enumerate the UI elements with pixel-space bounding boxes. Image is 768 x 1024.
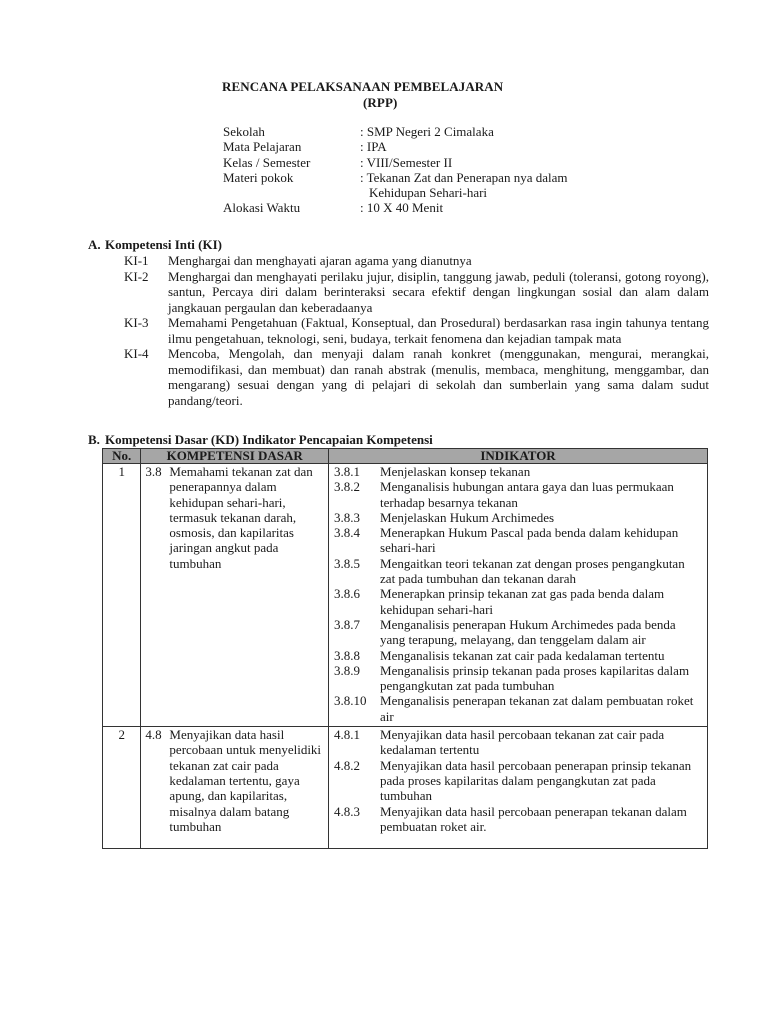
row-number: 2 (103, 727, 141, 849)
indikator-cell (329, 727, 708, 849)
indikator-code: 3.8.8 (334, 647, 361, 663)
indikator-item (334, 727, 703, 758)
indikator-code: 4.8.3 (334, 803, 361, 819)
section-b-heading (88, 432, 433, 448)
indikator-text: Mengaitkan teori tekanan zat dengan proses pengangkutan zat pada tumbuhan dan tekanan darah (380, 555, 685, 587)
indikator-code: 3.8.4 (334, 525, 361, 541)
section-letter: B. (88, 432, 100, 447)
indikator-text: Menjelaskan konsep tekanan (380, 464, 531, 479)
identity-block (223, 124, 620, 216)
kd-code: 4.8 (145, 727, 162, 743)
kd-text: Memahami tekanan zat dan penerapannya dalam kehidupan sehari-hari, termasuk tekanan darah, osmosis, dan kapilaritas jaringan angkut pada tumbuhan (169, 464, 313, 571)
ki-item (124, 269, 709, 316)
indikator-item (334, 693, 703, 724)
indikator-text: Menyajikan data hasil percobaan tekanan zat cair pada kedalaman tertentu (380, 727, 665, 758)
indikator-text: Menyajikan data hasil percobaan penerapan tekanan dalam pembuatan roket air. (380, 803, 687, 834)
kd-code: 3.8 (145, 464, 162, 479)
ki-item (124, 253, 709, 269)
meta-row-materi-pokok (223, 170, 620, 201)
indikator-cell (329, 464, 708, 727)
indikator-text: Menganalisis penerapan Hukum Archimedes pada benda yang terapung, melayang, dan tenggelam dalam air (380, 616, 676, 648)
indikator-code: 3.8.2 (334, 479, 361, 495)
indikator-code: 3.8.3 (334, 509, 361, 525)
ki-code: KI-2 (124, 268, 149, 284)
indikator-code: 3.8.1 (334, 464, 361, 479)
meta-value (360, 170, 620, 201)
ki-text: Menghargai dan menghayati perilaku jujur, disiplin, tanggung jawab, peduli (toleransi, gotong royong), santun, Percaya diri dalam berinteraksi secara efektif dengan lingkungan sosial dan alam dalam jangkauan pergaulan dan keberadaanya (168, 268, 709, 315)
meta-label: Sekolah (223, 124, 265, 139)
indikator-item (334, 464, 703, 479)
meta-row-sekolah (223, 124, 620, 139)
indikator-item (334, 758, 703, 804)
section-title: Kompetensi Dasar (KD) Indikator Pencapaian Kompetensi (105, 432, 433, 447)
ki-text: Mencoba, Mengolah, dan menyaji dalam ranah konkret (menggunakan, mengurai, merangkai, memodifikasi, dan membuat) dan ranah abstrak (menulis, membaca, menghitung, menggambar, dan mengarang) sesuai dengan yang di pelajari di sekolah dan sumberlain yang sama dalam sudut pandang/teori. (168, 346, 709, 408)
ki-item (124, 346, 709, 408)
title-line-1: RENCANA PELAKSANAAN PEMBELAJARAN (222, 79, 504, 94)
indikator-item (334, 556, 703, 587)
meta-row-alokasi-waktu (223, 200, 620, 215)
indikator-item (334, 479, 703, 510)
indikator-item (334, 804, 703, 835)
kd-cell (141, 464, 329, 727)
kd-text: Menyajikan data hasil percobaan untuk menyelidiki tekanan zat cair pada kedalaman tertentu, gaya apung, dan kapilaritas, misalnya dalam batang tumbuhan (169, 727, 322, 834)
section-letter: A. (88, 237, 101, 252)
indikator-code: 3.8.10 (334, 693, 367, 709)
indikator-item (334, 663, 703, 694)
indikator-item (334, 586, 703, 617)
indikator-code: 3.8.5 (334, 555, 361, 571)
indikator-text: Menerapkan Hukum Pascal pada benda dalam kehidupan sehari-hari (380, 525, 679, 556)
indikator-code: 3.8.9 (334, 662, 361, 678)
indikator-text: Menganalisis hubungan antara gaya dan luas permukaan terhadap besarnya tekanan (380, 479, 674, 510)
header-kompetensi-dasar: KOMPETENSI DASAR (141, 449, 329, 464)
kd-indikator-table (102, 448, 708, 849)
section-title: Kompetensi Inti (KI) (105, 237, 222, 252)
meta-label: Kelas / Semester (223, 154, 311, 170)
indikator-code: 4.8.2 (334, 757, 361, 773)
title-line-2: (RPP) (363, 95, 398, 110)
table-header-row (103, 449, 708, 464)
indikator-item (334, 617, 703, 648)
meta-row-kelas-semester (223, 155, 620, 170)
ki-code: KI-3 (124, 315, 149, 330)
meta-value: : IPA (360, 139, 387, 155)
indikator-code: 3.8.7 (334, 616, 361, 632)
indikator-text: Menganalisis tekanan zat cair pada kedalaman tertentu (380, 647, 665, 663)
indikator-text: Menerapkan prinsip tekanan zat gas pada benda dalam kehidupan sehari-hari (380, 586, 665, 617)
section-a-heading (88, 237, 222, 253)
meta-label: Alokasi Waktu (223, 200, 301, 216)
meta-label: Mata Pelajaran (223, 139, 302, 155)
meta-value: : VIII/Semester II (360, 154, 453, 170)
indikator-item (334, 648, 703, 663)
header-no: No. (103, 449, 141, 464)
indikator-code: 4.8.1 (334, 727, 361, 743)
meta-label: Materi pokok (223, 169, 294, 185)
ki-text: Memahami Pengetahuan (Faktual, Konseptual, dan Prosedural) berdasarkan rasa ingin tahunya tentang ilmu pengetahuan, teknologi, seni, budaya, terkait fenomena dan kejadian tampak mata (168, 315, 709, 346)
indikator-text: Menganalisis penerapan tekanan zat dalam pembuatan roket air (380, 693, 694, 724)
indikator-text: Menganalisis prinsip tekanan pada proses kapilaritas dalam pengangkutan zat pada tumbuhan (380, 662, 690, 694)
kd-cell (141, 727, 329, 849)
ki-item (124, 315, 709, 346)
header-indikator: INDIKATOR (329, 449, 708, 464)
ki-list (124, 253, 709, 408)
indikator-item (334, 525, 703, 556)
indikator-item (334, 510, 703, 525)
indikator-text: Menyajikan data hasil percobaan penerapan prinsip tekanan pada proses kapilaritas dalam pengangkutan zat pada tumbuhan (380, 757, 692, 804)
indikator-code: 3.8.6 (334, 586, 361, 602)
meta-row-mata-pelajaran (223, 139, 620, 154)
table-row (103, 727, 708, 849)
meta-value: : SMP Negeri 2 Cimalaka (360, 124, 494, 139)
indikator-text: Menjelaskan Hukum Archimedes (380, 509, 555, 525)
ki-code: KI-1 (124, 253, 149, 268)
meta-value: : 10 X 40 Menit (360, 200, 444, 216)
meta-value-line1: : Tekanan Zat dan Penerapan nya dalam (360, 169, 568, 185)
row-number: 1 (103, 464, 141, 727)
ki-text: Menghargai dan menghayati ajaran agama yang dianutnya (168, 253, 472, 268)
table-row (103, 464, 708, 727)
meta-value-line2: Kehidupan Sehari-hari (369, 185, 488, 201)
ki-code: KI-4 (124, 346, 149, 361)
